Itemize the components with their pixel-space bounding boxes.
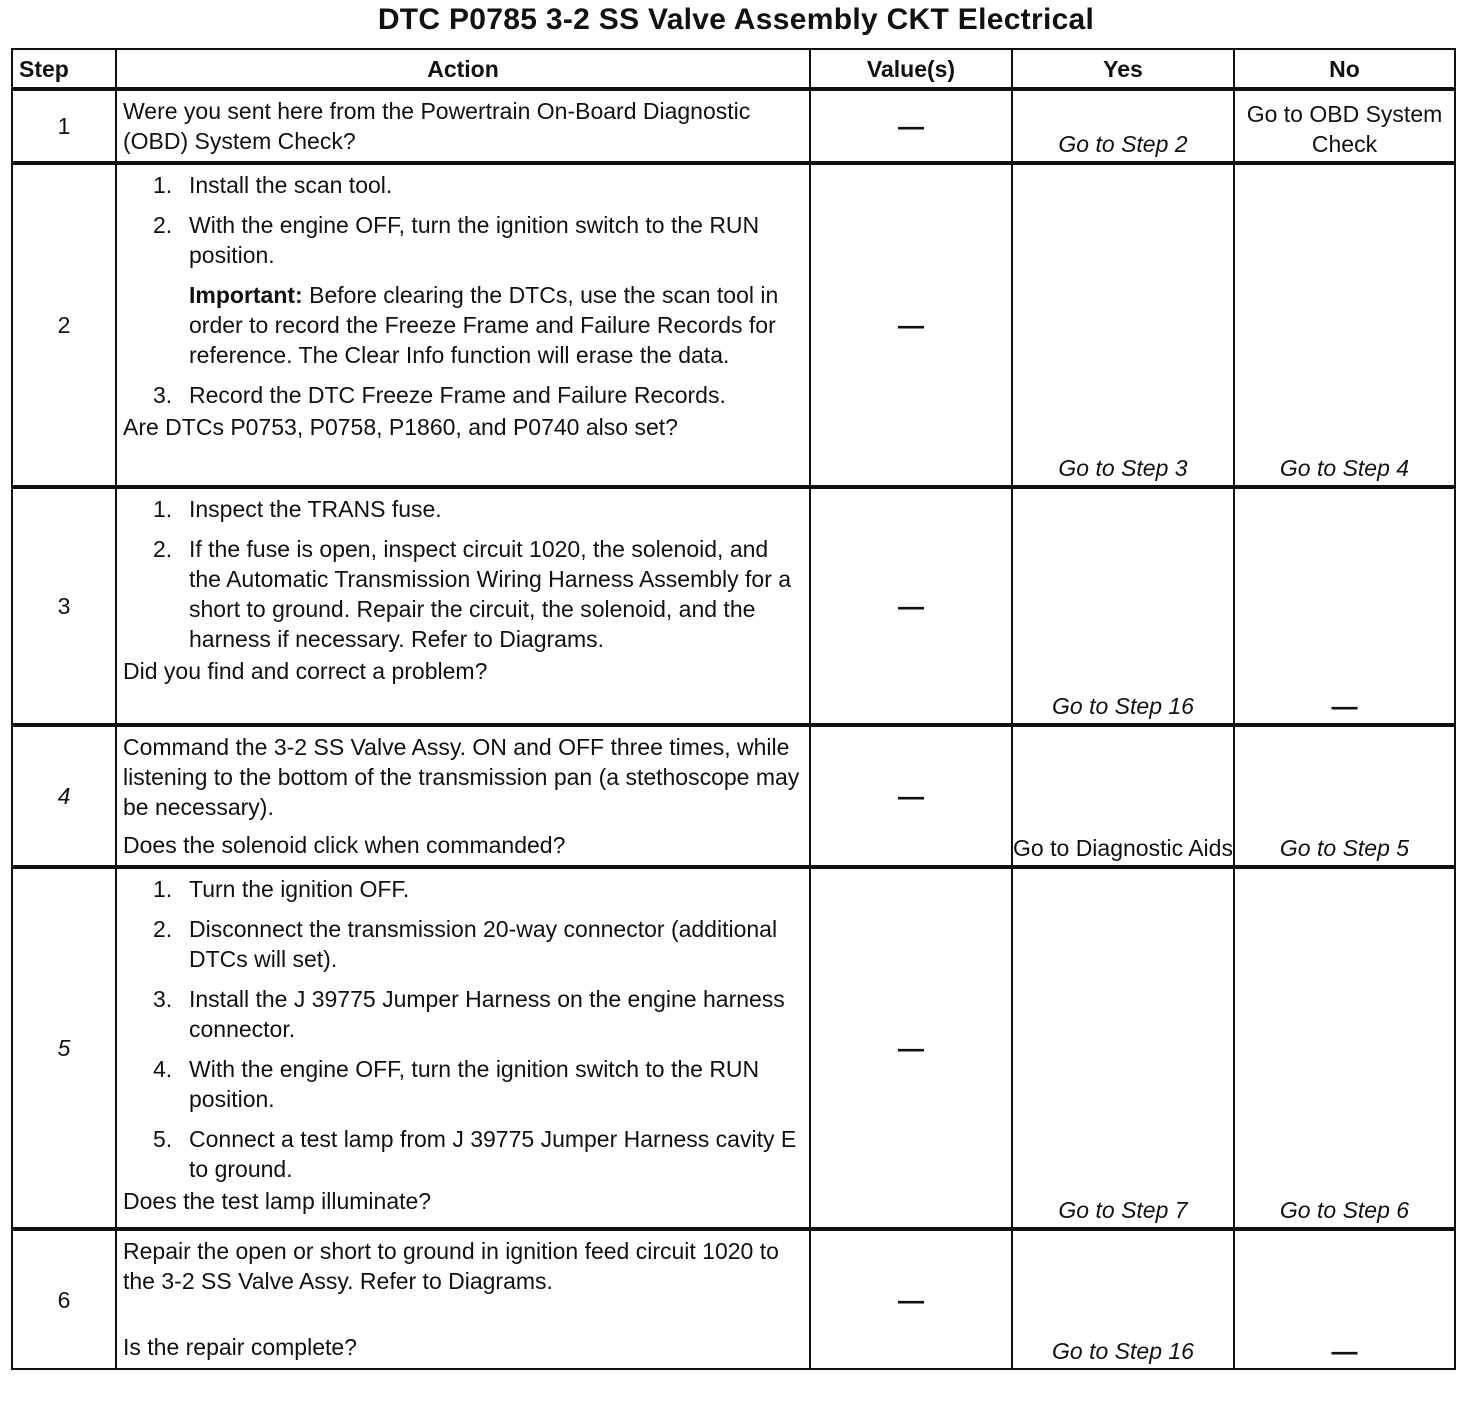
no-cell: Go to Step 6 xyxy=(1234,867,1455,1229)
action-steps xyxy=(123,874,801,1184)
action-cell xyxy=(116,89,810,163)
action-steps xyxy=(123,380,801,410)
diagnostic-table xyxy=(11,48,1456,1370)
step-number: 3 xyxy=(12,487,116,725)
yes-cell: Go to Diagnostic Aids xyxy=(1012,725,1234,867)
step-number: 4 xyxy=(12,725,116,867)
note-text: Before clearing the DTCs, use the scan tool in order to record the Freeze Frame and Failure Records for reference. The Clear Info function will erase the data. xyxy=(189,282,779,368)
action-cell xyxy=(116,867,810,1229)
table-row xyxy=(12,725,1455,867)
action-question: Is the repair complete? xyxy=(123,1334,357,1360)
document-title: DTC P0785 3-2 SS Valve Assembly CKT Electrical xyxy=(377,3,1095,36)
table-row xyxy=(12,1229,1455,1369)
action-steps xyxy=(123,494,801,654)
list-item: 1. Turn the ignition OFF. xyxy=(153,876,410,902)
header-yes: Yes xyxy=(1012,49,1234,89)
step-number: 5 xyxy=(12,867,116,1229)
list-item: 1. Inspect the TRANS fuse. xyxy=(153,496,442,522)
yes-cell: Go to Step 7 xyxy=(1012,867,1234,1229)
action-cell xyxy=(116,487,810,725)
table-row xyxy=(12,867,1455,1229)
action-question: Does the solenoid click when commanded? xyxy=(123,832,566,858)
note-label: Important: xyxy=(189,282,303,308)
important-note xyxy=(123,280,801,370)
list-item: 3. Install the J 39775 Jumper Harness on the engine harness connector. xyxy=(153,986,785,1042)
no-cell: — xyxy=(1234,1229,1455,1369)
action-cell xyxy=(116,725,810,867)
list-item: 5. Connect a test lamp from J 39775 Jumper Harness cavity E to ground. xyxy=(153,1126,797,1182)
header-values: Value(s) xyxy=(810,49,1012,89)
action-steps xyxy=(123,170,801,270)
header-action: Action xyxy=(116,49,810,89)
value-cell: — xyxy=(810,867,1012,1229)
list-item: 4. With the engine OFF, turn the ignition switch to the RUN position. xyxy=(153,1056,760,1112)
list-item: 1. Install the scan tool. xyxy=(153,172,393,198)
table-row xyxy=(12,487,1455,725)
step-number: 2 xyxy=(12,163,116,487)
yes-cell: Go to Step 2 xyxy=(1012,89,1234,163)
action-question: Did you find and correct a problem? xyxy=(123,658,488,684)
header-no: No xyxy=(1234,49,1455,89)
no-cell: — xyxy=(1234,487,1455,725)
yes-cell: Go to Step 16 xyxy=(1012,487,1234,725)
header-row xyxy=(12,49,1455,89)
action-question: Does the test lamp illuminate? xyxy=(123,1188,432,1214)
value-cell: — xyxy=(810,487,1012,725)
value-cell: — xyxy=(810,163,1012,487)
list-item: 2. With the engine OFF, turn the ignition switch to the RUN position. xyxy=(153,212,760,268)
no-cell: Go to Step 4 xyxy=(1234,163,1455,487)
no-cell: Go to Step 5 xyxy=(1234,725,1455,867)
action-question: Are DTCs P0753, P0758, P1860, and P0740 also set? xyxy=(123,414,678,440)
step-number: 1 xyxy=(12,89,116,163)
value-cell: — xyxy=(810,1229,1012,1369)
value-cell: — xyxy=(810,89,1012,163)
list-item: 2. Disconnect the transmission 20-way connector (additional DTCs will set). xyxy=(153,916,778,972)
list-item: 3. Record the DTC Freeze Frame and Failure Records. xyxy=(153,382,726,408)
table-row xyxy=(12,163,1455,487)
no-cell: Go to OBD System Check xyxy=(1234,89,1455,163)
header-step: Step xyxy=(12,49,116,89)
table-row xyxy=(12,89,1455,163)
action-text: Were you sent here from the Powertrain On-Board Diagnostic (OBD) System Check? xyxy=(123,98,751,154)
yes-cell: Go to Step 3 xyxy=(1012,163,1234,487)
action-text: Repair the open or short to ground in ignition feed circuit 1020 to the 3-2 SS Valve Assy. Refer to Diagrams. xyxy=(123,1238,779,1294)
action-text: Command the 3-2 SS Valve Assy. ON and OFF three times, while listening to the bottom of the transmission pan (a stethoscope may be necessary). xyxy=(123,734,800,820)
step-number: 6 xyxy=(12,1229,116,1369)
action-cell xyxy=(116,1229,810,1369)
action-cell xyxy=(116,163,810,487)
value-cell: — xyxy=(810,725,1012,867)
list-item: 2. If the fuse is open, inspect circuit 1020, the solenoid, and the Automatic Transmission Wiring Harness Assembly for a short to ground. Repair the circuit, the solenoid, and the harness if necessary. Refer to Diagrams. xyxy=(153,536,792,652)
yes-cell: Go to Step 16 xyxy=(1012,1229,1234,1369)
